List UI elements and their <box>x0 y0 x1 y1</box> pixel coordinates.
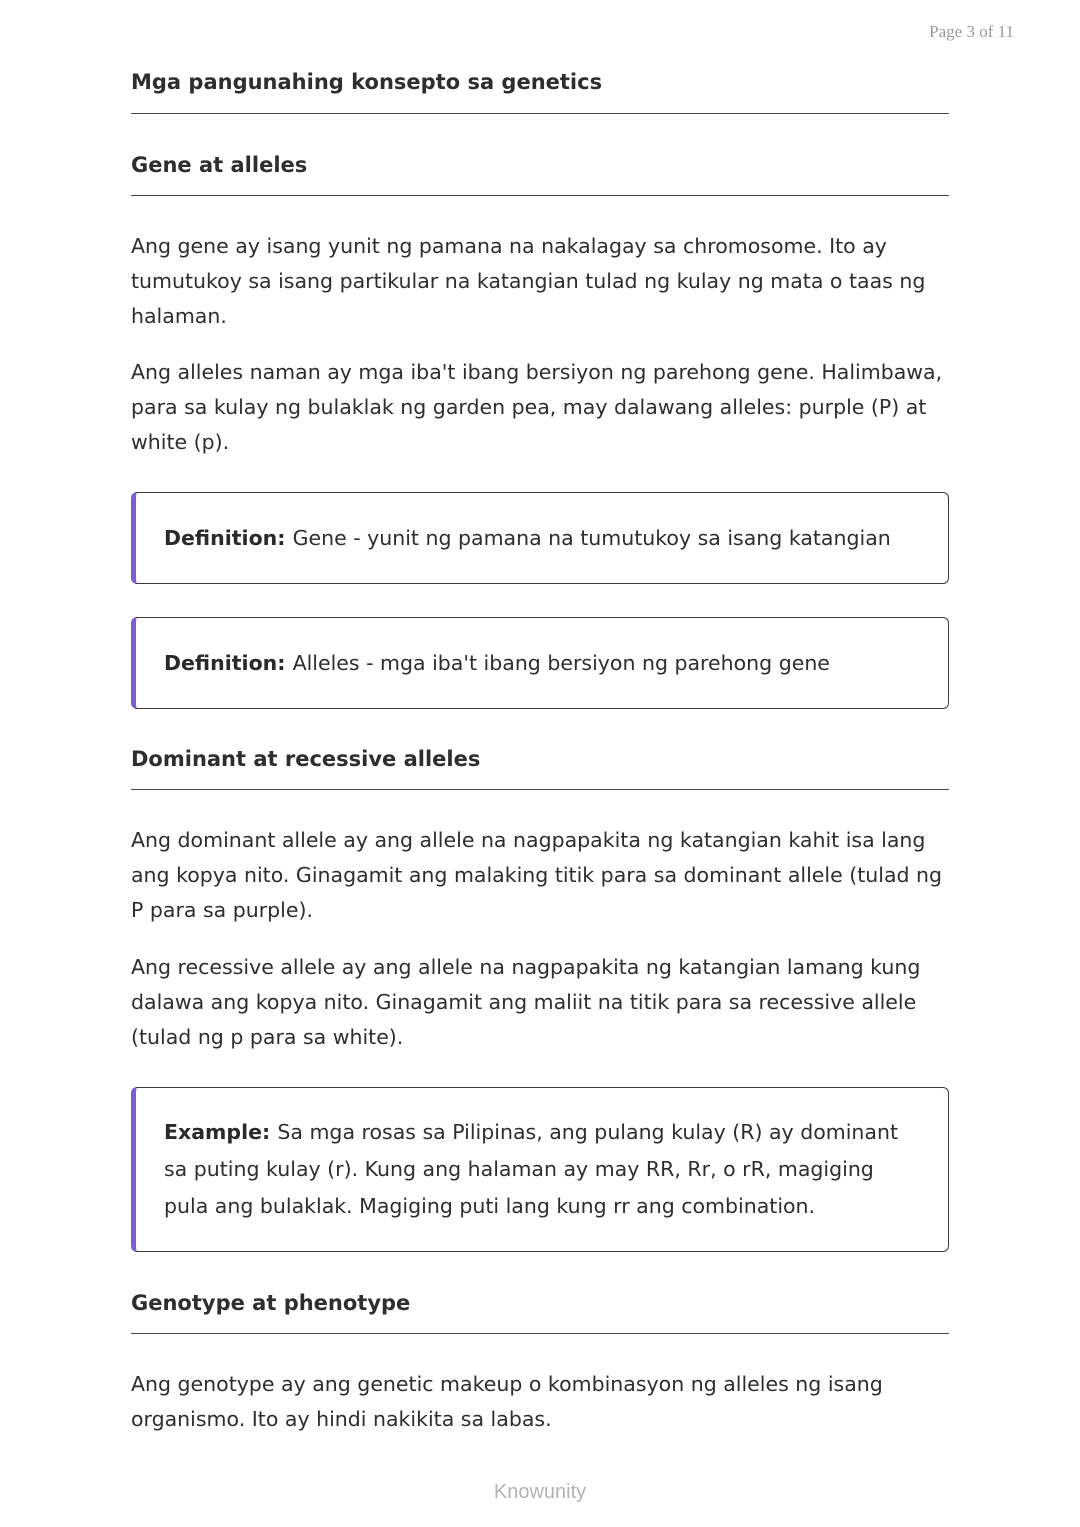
definition-label: Definition: <box>164 525 293 550</box>
paragraph: Ang genotype ay ang genetic makeup o kombinasyon ng alleles ng isang organismo. Ito ay hindi nakikita sa labas. <box>131 1372 883 1431</box>
example-box <box>131 1087 949 1252</box>
definition-text: Alleles - mga iba't ibang bersiyon ng parehong gene <box>292 650 830 675</box>
example-text: Sa mga rosas sa Pilipinas, ang pulang kulay (R) ay dominant sa puting kulay (r). Kung ang halaman ay may RR, Rr, o rR, magiging pula ang bulaklak. Magiging puti lang kung rr ang combination. <box>164 1120 899 1218</box>
definition-label: Definition: <box>164 650 293 675</box>
page-title: Mga pangunahing konsepto sa genetics <box>131 70 603 94</box>
definition-box <box>131 617 949 709</box>
definition-box <box>131 492 949 584</box>
paragraph: Ang gene ay isang yunit ng pamana na nakalagay sa chromosome. Ito ay tumutukoy sa isang partikular na katangian tulad ng kulay ng mata o taas ng halaman. <box>131 234 926 328</box>
definition-text: Gene - yunit ng pamana na tumutukoy sa isang katangian <box>292 525 891 550</box>
section-divider <box>131 789 949 790</box>
section-heading-genotype-phenotype: Genotype at phenotype <box>131 1291 411 1315</box>
example-label: Example: <box>164 1120 278 1144</box>
section-heading-dominant-recessive: Dominant at recessive alleles <box>131 747 481 771</box>
paragraph: Ang alleles naman ay mga iba't ibang bersiyon ng parehong gene. Halimbawa, para sa kulay ng bulaklak ng garden pea, may dalawang alleles: purple (P) at white (p). <box>131 360 943 454</box>
section-divider <box>131 1333 949 1334</box>
footer-brand: Knowunity <box>493 1481 587 1503</box>
title-divider <box>131 113 949 114</box>
page-number: Page 3 of 11 <box>929 22 1014 41</box>
paragraph: Ang recessive allele ay ang allele na nagpapakita ng katangian lamang kung dalawa ang kopya nito. Ginagamit ang maliit na titik para sa recessive allele (tulad ng p para sa white). <box>131 955 921 1049</box>
section-divider <box>131 195 949 196</box>
paragraph: Ang dominant allele ay ang allele na nagpapakita ng katangian kahit isa lang ang kopya nito. Ginagamit ang malaking titik para sa dominant allele (tulad ng P para sa purple). <box>131 828 943 922</box>
section-heading-gene-alleles: Gene at alleles <box>131 153 308 177</box>
